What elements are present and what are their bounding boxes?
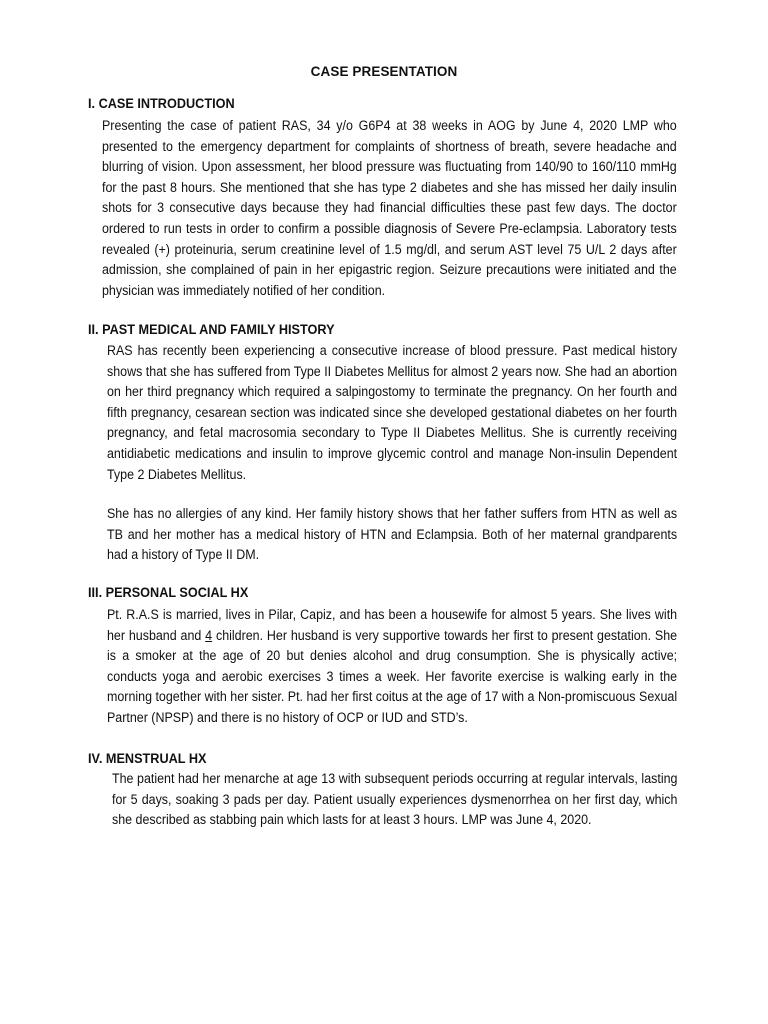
section-heading-case-introduction: I. CASE INTRODUCTION — [88, 96, 235, 111]
family-history-paragraph: She has no allergies of any kind. Her family history shows that her father suffers from HTN as well as TB and her mother has a medical history of HTN and Eclampsia. Both of her maternal grandparents had a history of Type II DM. — [107, 506, 678, 563]
personal-social-text-after: children. Her husband is very supportive towards her first to present gestation. She is a smoker at the age of 20 but denies alcohol and drug consumption. She is physically active; conducts yoga and aerobic exercises 3 times a week. Her favorite exercise is walking early in the morning together with her sister. Pt. had her first coitus at the age of 17 with a Non-promiscuous Sexual Partner (NPSP) and there is no history of OCP or IUD and STD’s. — [107, 627, 678, 725]
document-title: CASE PRESENTATION — [310, 64, 458, 79]
personal-social-paragraph — [107, 605, 677, 729]
menstrual-history-paragraph: The patient had her menarche at age 13 with subsequent periods occurring at regular intervals, lasting for 5 days, soaking 3 pads per day. Patient usually experiences dysmenorrhea on her first day, which she described as stabbing pain which lasts for at least 3 hours. LMP was June 4, 2020. — [112, 771, 678, 828]
section-heading-past-medical-family-history: II. PAST MEDICAL AND FAMILY HISTORY — [88, 322, 335, 337]
children-count-underlined: 4 — [205, 627, 213, 643]
section-heading-personal-social-hx: III. PERSONAL SOCIAL HX — [88, 585, 249, 600]
section-heading-menstrual-hx: IV. MENSTRUAL HX — [88, 751, 207, 766]
past-medical-history-paragraph: RAS has recently been experiencing a consecutive increase of blood pressure. Past medical history shows that she has suffered from Type II Diabetes Mellitus for almost 2 years now. She had an abortion on her third pregnancy which required a salpingostomy to terminate the pregnancy. On her fourth and fifth pregnancy, cesarean section was indicated since she developed gestational diabetes on her fourth pregnancy, and fetal macrosomia secondary to Type II Diabetes Mellitus. She is currently receiving antidiabetic medications and insulin to improve glycemic control and manage Non-insulin Dependent Type 2 Diabetes Mellitus. — [107, 343, 678, 482]
case-introduction-paragraph: Presenting the case of patient RAS, 34 y/o G6P4 at 38 weeks in AOG by June 4, 2020 LMP who presented to the emergency department for complaints of shortness of breath, severe headache and blurring of vision. Upon assessment, her blood pressure was fluctuating from 140/90 to 160/110 mmHg for the past 8 hours. She mentioned that she has type 2 diabetes and she has missed her daily insulin shots for 3 consecutive days because they had financial difficulties these past few days. The doctor ordered to run tests in order to confirm a possible diagnosis of Severe Pre-eclampsia. Laboratory tests revealed (+) proteinuria, serum creatinine level of 1.5 mg/dl, and serum AST level 75 U/L 2 days after admission, she complained of pain in her epigastric region. Seizure precautions were initiated and the physician was immediately notified of her condition. — [102, 118, 677, 298]
personal-social-text-before: Pt. R.A.S is married, lives in Pilar, Capiz, and has been a housewife for almost 5 years. She lives with her husband and — [107, 607, 678, 643]
